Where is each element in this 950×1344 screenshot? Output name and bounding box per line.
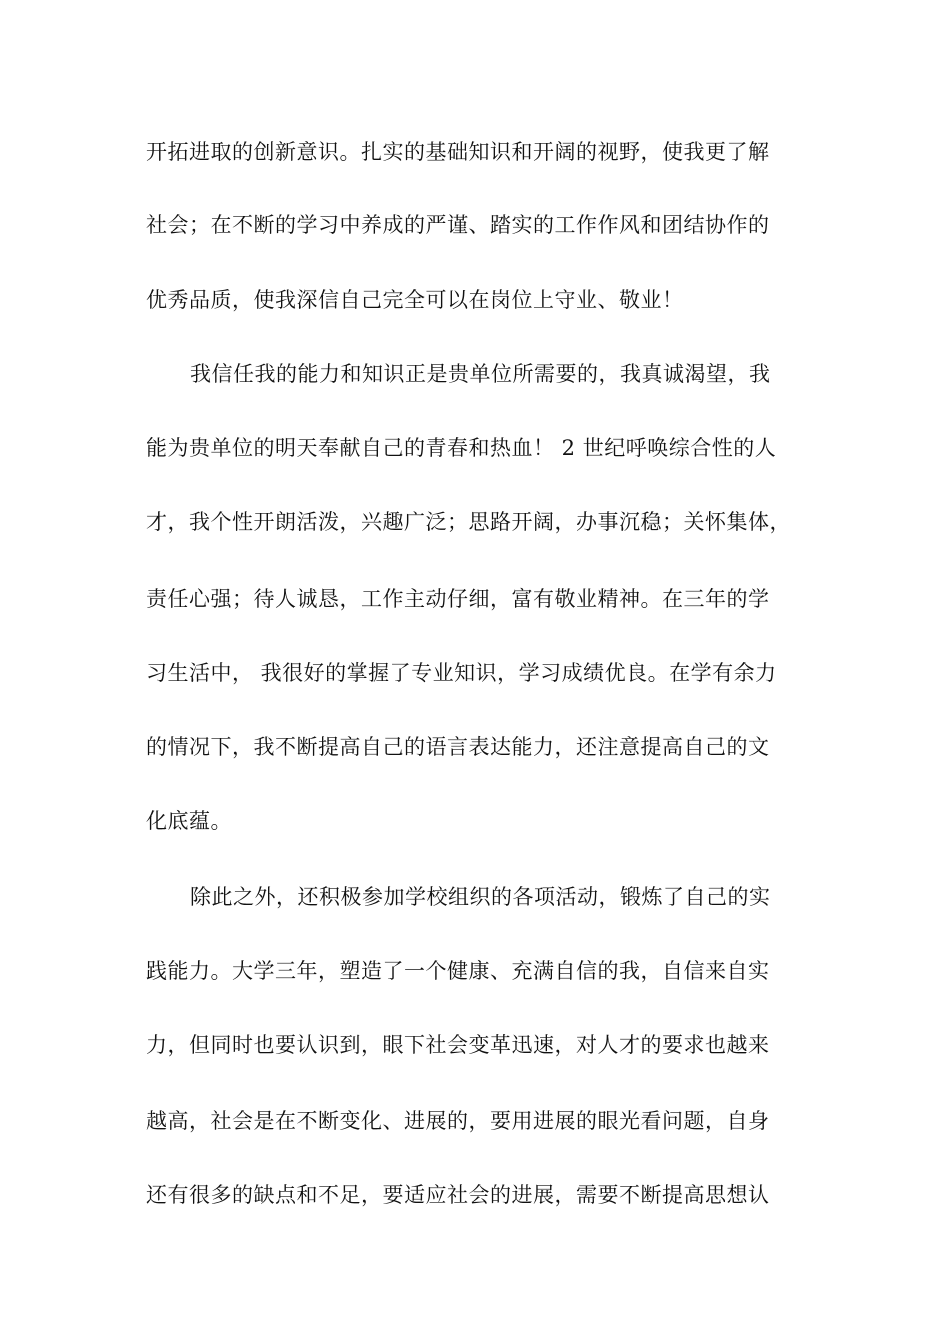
text-line-9: 的情况下，我不断提高自己的语言表达能力，还注意提高自己的文 bbox=[146, 735, 770, 759]
text-line-2: 社会；在不断的学习中养成的严谨、踏实的工作作风和团结协作的 bbox=[146, 213, 770, 237]
text-line-3: 优秀品质，使我深信自己完全可以在岗位上守业、敬业！ bbox=[146, 288, 684, 312]
text-line-4: 我信任我的能力和知识正是贵单位所需要的，我真诚渴望，我 bbox=[190, 362, 771, 386]
text-line-13: 力，但同时也要认识到，眼下社会变革迅速，对人才的要求也越来 bbox=[146, 1033, 770, 1057]
text-line-8: 习生活中， 我很好的掌握了专业知识，学习成绩优良。在学有余力 bbox=[146, 661, 777, 685]
text-line-6: 才，我个性开朗活泼，兴趣广泛；思路开阔，办事沉稳；关怀集体， bbox=[146, 510, 791, 534]
text-line-15: 还有很多的缺点和不足，要适应社会的进展，需要不断提高思想认 bbox=[146, 1183, 770, 1207]
text-line-1: 开拓进取的创新意识。扎实的基础知识和开阔的视野，使我更了解 bbox=[146, 140, 770, 164]
text-line-12: 践能力。大学三年，塑造了一个健康、充满自信的我，自信来自实 bbox=[146, 959, 770, 983]
text-line-14: 越高，社会是在不断变化、进展的，要用进展的眼光看问题，自身 bbox=[146, 1109, 770, 1133]
text-line-5: 能为贵单位的明天奉献自己的青春和热血！ 2 世纪呼唤综合性的人 bbox=[146, 436, 777, 460]
text-line-11: 除此之外，还积极参加学校组织的各项活动，锻炼了自己的实 bbox=[190, 885, 771, 909]
text-line-10: 化底蕴。 bbox=[146, 809, 232, 833]
text-line-7: 责任心强；待人诚恳，工作主动仔细，富有敬业精神。在三年的学 bbox=[146, 587, 770, 611]
